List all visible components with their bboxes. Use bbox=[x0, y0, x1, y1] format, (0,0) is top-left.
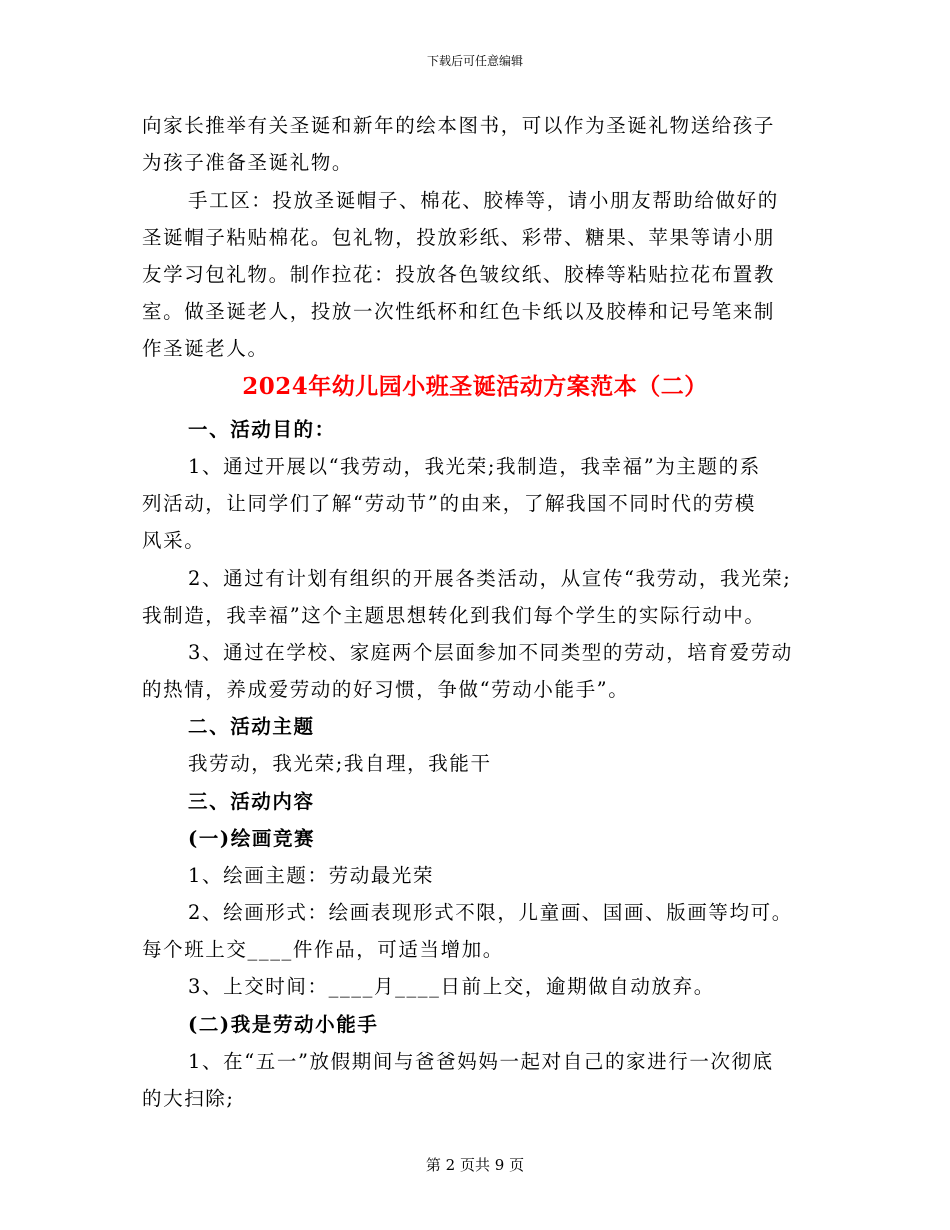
body-line: 向家长推举有关圣诞和新年的绘本图书，可以作为圣诞礼物送给孩子 bbox=[142, 114, 776, 137]
section-heading: 一、活动目的： bbox=[188, 418, 336, 441]
body-line: 的热情，养成爱劳动的好习惯，争做“劳动小能手”。 bbox=[142, 678, 630, 701]
subsection-heading: (一)绘画竞赛 bbox=[188, 827, 316, 850]
body-line: 手工区：投放圣诞帽子、棉花、胶棒等，请小朋友帮助给做好的 bbox=[188, 189, 779, 212]
body-line: 1、在“五一”放假期间与爸爸妈妈一起对自己的家进行一次彻底 bbox=[188, 1050, 774, 1073]
section-heading: 二、活动主题 bbox=[188, 715, 315, 738]
section-heading: 三、活动内容 bbox=[188, 790, 315, 813]
body-line: 1、通过开展以“我劳动，我光荣;我制造，我幸福”为主题的系 bbox=[188, 455, 761, 478]
body-line: 列活动，让同学们了解“劳动节”的由来，了解我国不同时代的劳模 bbox=[142, 492, 756, 515]
body-line: 我制造，我幸福”这个主题思想转化到我们每个学生的实际行动中。 bbox=[142, 604, 766, 627]
page-footer: 第 2 页共 9 页 bbox=[425, 1156, 525, 1174]
body-line: 风采。 bbox=[142, 529, 206, 552]
body-line: 2、通过有计划有组织的开展各类活动，从宣传“我劳动，我光荣; bbox=[188, 567, 792, 590]
body-line: 作圣诞老人。 bbox=[142, 337, 269, 360]
body-line: 每个班上交____件作品，可适当增加。 bbox=[142, 938, 504, 961]
body-line: 2、绘画形式：绘画表现形式不限，儿童画、国画、版画等均可。 bbox=[188, 901, 793, 924]
subsection-heading: (二)我是劳动小能手 bbox=[188, 1013, 379, 1036]
section-title: 2024年幼儿园小班圣诞活动方案范本（二） bbox=[242, 373, 708, 400]
body-line: 室。做圣诞老人，投放一次性纸杯和红色卡纸以及胶棒和记号笔来制 bbox=[142, 300, 776, 323]
body-line: 3、通过在学校、家庭两个层面参加不同类型的劳动，培育爱劳动 bbox=[188, 641, 793, 664]
body-line: 3、上交时间：____月____日前上交，逾期做自动放弃。 bbox=[188, 975, 715, 998]
page-header: 下载后可任意编辑 bbox=[426, 54, 523, 68]
body-line: 1、绘画主题：劳动最光荣 bbox=[188, 864, 435, 887]
body-line: 圣诞帽子粘贴棉花。包礼物，投放彩纸、彩带、糖果、苹果等请小朋 bbox=[142, 226, 776, 249]
body-line: 友学习包礼物。制作拉花：投放各色皱纹纸、胶棒等粘贴拉花布置教 bbox=[142, 263, 776, 286]
body-line: 的大扫除; bbox=[142, 1087, 235, 1110]
body-line: 为孩子准备圣诞礼物。 bbox=[142, 151, 354, 174]
body-line: 我劳动，我光荣;我自理，我能干 bbox=[188, 752, 492, 775]
